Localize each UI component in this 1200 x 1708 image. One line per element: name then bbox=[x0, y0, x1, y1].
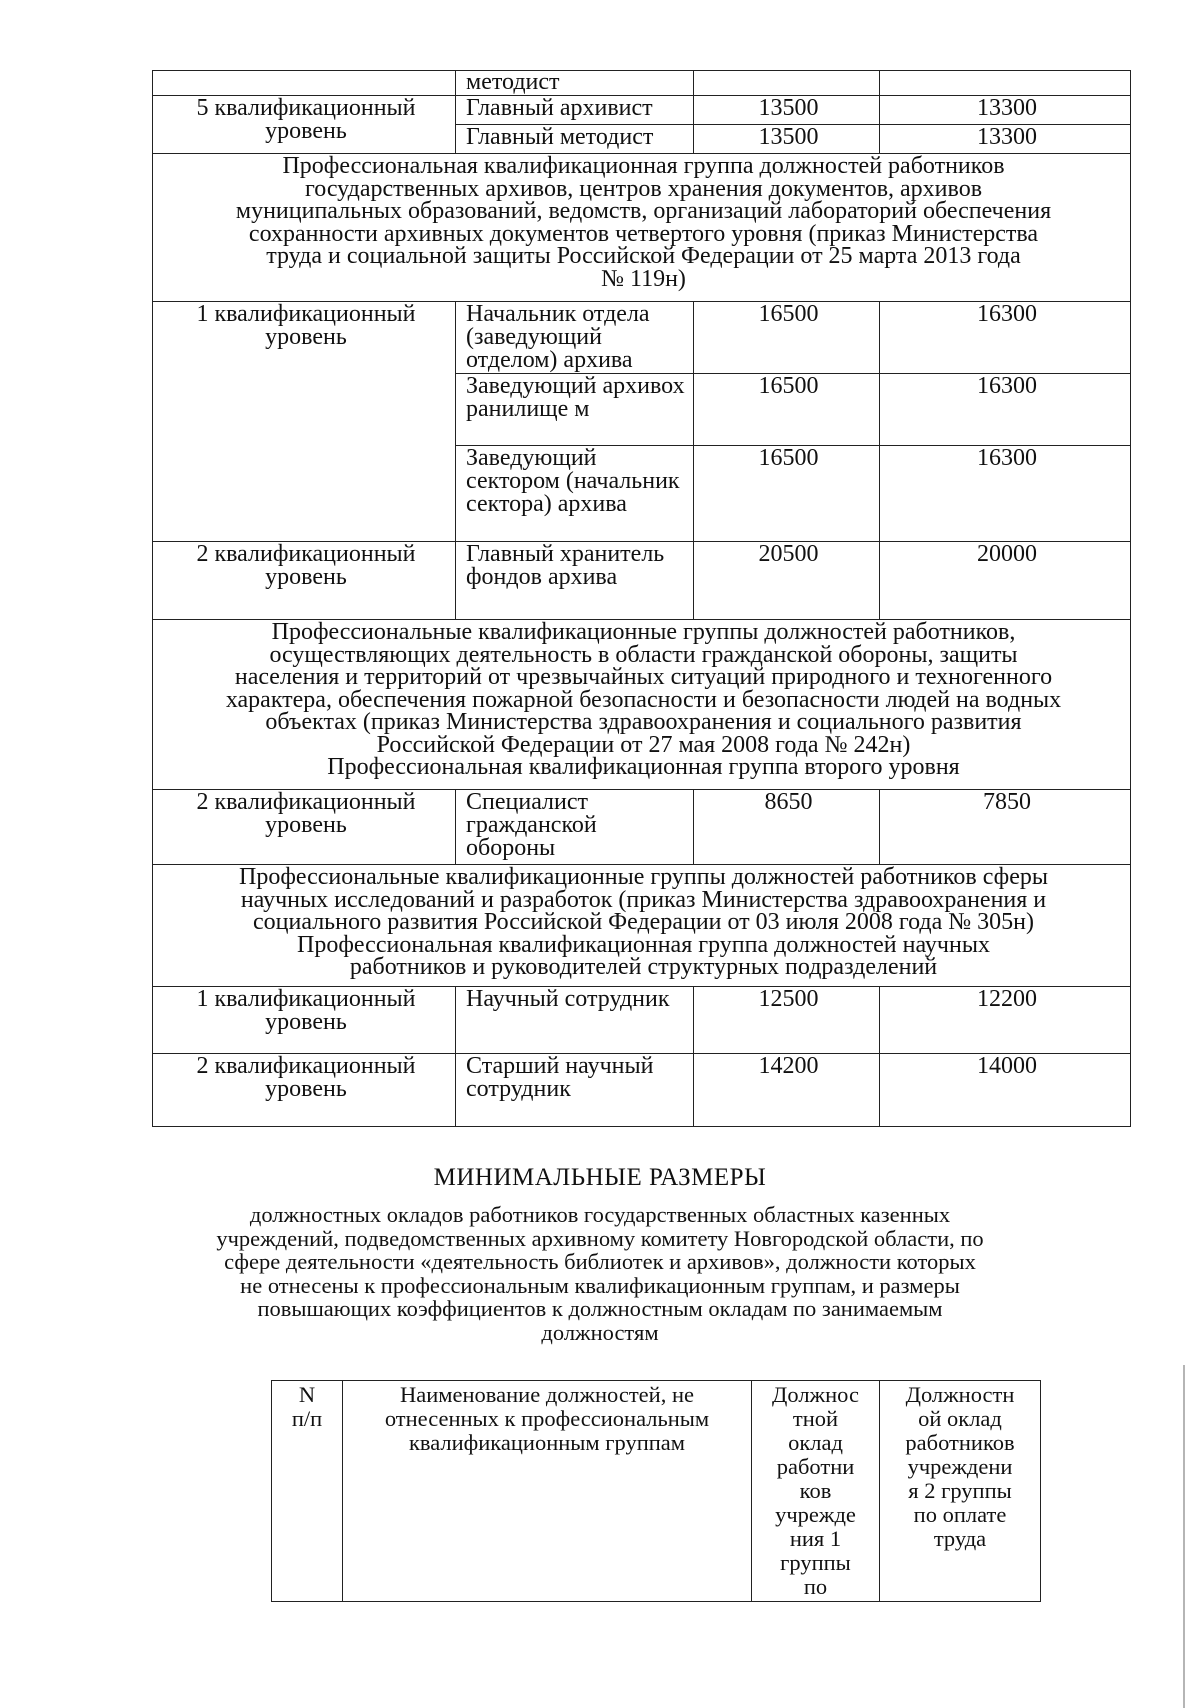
table-row bbox=[153, 96, 1131, 125]
salary-group1-cell: 20500 bbox=[694, 542, 880, 620]
section-header-row bbox=[153, 620, 1131, 790]
table-row bbox=[153, 542, 1131, 620]
table-header-row bbox=[272, 1381, 1041, 1602]
salary-group1-cell: 12500 bbox=[694, 987, 880, 1054]
table-row bbox=[153, 1054, 1131, 1127]
salary-group1-cell: 16500 bbox=[694, 302, 880, 374]
salary-group1-cell: 16500 bbox=[694, 374, 880, 446]
salary-group1-cell: 8650 bbox=[694, 790, 880, 865]
salary-group2-cell: 20000 bbox=[880, 542, 1131, 620]
position-cell: Старший научный сотрудник bbox=[456, 1054, 694, 1127]
level-cell: 5 квалификационный уровень bbox=[153, 96, 456, 154]
salary-group1-cell bbox=[694, 71, 880, 96]
salary-group2-cell: 16300 bbox=[880, 446, 1131, 542]
section-title: МИНИМАЛЬНЫЕ РАЗМЕРЫ bbox=[433, 1164, 767, 1191]
level-cell: 2 квалификационный уровень bbox=[153, 1054, 456, 1127]
header-salary-group1: Должнос тной оклад работни ков учрежде ния 1 группы по bbox=[752, 1381, 880, 1602]
level-cell: 1 квалификационный уровень bbox=[153, 302, 456, 542]
section-header-civil-defense: Профессиональные квалификационные группы должностей работников, осуществляющих деятельность в области гражданской обороны, защиты населения и территорий от чрезвычайных ситуаций природного и техногенного характера, обеспечения пожарной безопасности и безопасности людей на водных объектах (приказ Министерства здравоохранения и социального развития Российской Федерации от 27 мая 2008 года № 242н) Профессиональная квалификационная группа второго уровня bbox=[153, 620, 1131, 790]
level-cell: 2 квалификационный уровень bbox=[153, 790, 456, 865]
position-cell: Главный методист bbox=[456, 125, 694, 154]
position-cell: Начальник отдела (заведующий отделом) архива bbox=[456, 302, 694, 374]
position-cell: Заведующий сектором (начальник сектора) архива bbox=[456, 446, 694, 542]
salary-group2-cell: 16300 bbox=[880, 302, 1131, 374]
scan-edge-divider bbox=[1183, 1365, 1185, 1708]
salary-group2-cell: 7850 bbox=[880, 790, 1131, 865]
position-cell: Главный архивист bbox=[456, 96, 694, 125]
salary-group1-cell: 13500 bbox=[694, 125, 880, 154]
header-salary-group2: Должностн ой оклад работников учреждени я 2 группы по оплате труда bbox=[880, 1381, 1041, 1602]
table-row bbox=[153, 302, 1131, 374]
table-row bbox=[153, 790, 1131, 865]
table-row bbox=[153, 71, 1131, 96]
positions-table-header bbox=[271, 1380, 1041, 1602]
section-header-science: Профессиональные квалификационные группы должностей работников сферы научных исследований и разработок (приказ Министерства здравоохранения и социального развития Российской Федерации от 03 июля 2008 года № 305н) Профессиональная квалификационная группа должностей научных работников и руководителей структурных подразделений bbox=[153, 865, 1131, 987]
level-cell bbox=[153, 71, 456, 96]
level-cell: 2 квалификационный уровень bbox=[153, 542, 456, 620]
salary-table bbox=[152, 70, 1131, 1127]
position-cell: Специалист гражданской обороны bbox=[456, 790, 694, 865]
salary-group2-cell: 13300 bbox=[880, 96, 1131, 125]
salary-group1-cell: 16500 bbox=[694, 446, 880, 542]
position-cell: Главный хранитель фондов архива bbox=[456, 542, 694, 620]
position-cell: Научный сотрудник bbox=[456, 987, 694, 1054]
salary-group2-cell: 14000 bbox=[880, 1054, 1131, 1127]
level-cell: 1 квалификационный уровень bbox=[153, 987, 456, 1054]
position-cell: Заведующий архивохранилище м bbox=[456, 374, 694, 446]
section-header-row bbox=[153, 865, 1131, 987]
section-header-archives: Профессиональная квалификационная группа должностей работников государственных архивов, центров хранения документов, архивов муниципальных образований, ведомств, организаций лабораторий обеспечения сохранности архивных документов четвертого уровня (приказ Министерства труда и социальной защиты Российской Федерации от 25 марта 2013 года № 119н) bbox=[153, 154, 1131, 302]
salary-group2-cell: 16300 bbox=[880, 374, 1131, 446]
section-header-row bbox=[153, 154, 1131, 302]
header-position-name: Наименование должностей, не отнесенных к профессиональным квалификационным группам bbox=[343, 1381, 752, 1602]
salary-group2-cell: 13300 bbox=[880, 125, 1131, 154]
section-description: должностных окладов работников государственных областных казенных учреждений, подведомственных архивному комитету Новгородской области, по сфере деятельности «деятельность библиотек и архивов», должности которых не отнесены к профессиональным квалификационным группам, и размеры повышающих коэффициентов к должностным окладам по занимаемым должностям bbox=[216, 1202, 984, 1345]
salary-group1-cell: 13500 bbox=[694, 96, 880, 125]
position-cell: методист bbox=[456, 71, 694, 96]
header-number: N п/п bbox=[272, 1381, 343, 1602]
salary-group1-cell: 14200 bbox=[694, 1054, 880, 1127]
salary-group2-cell: 12200 bbox=[880, 987, 1131, 1054]
table-row bbox=[153, 987, 1131, 1054]
salary-group2-cell bbox=[880, 71, 1131, 96]
